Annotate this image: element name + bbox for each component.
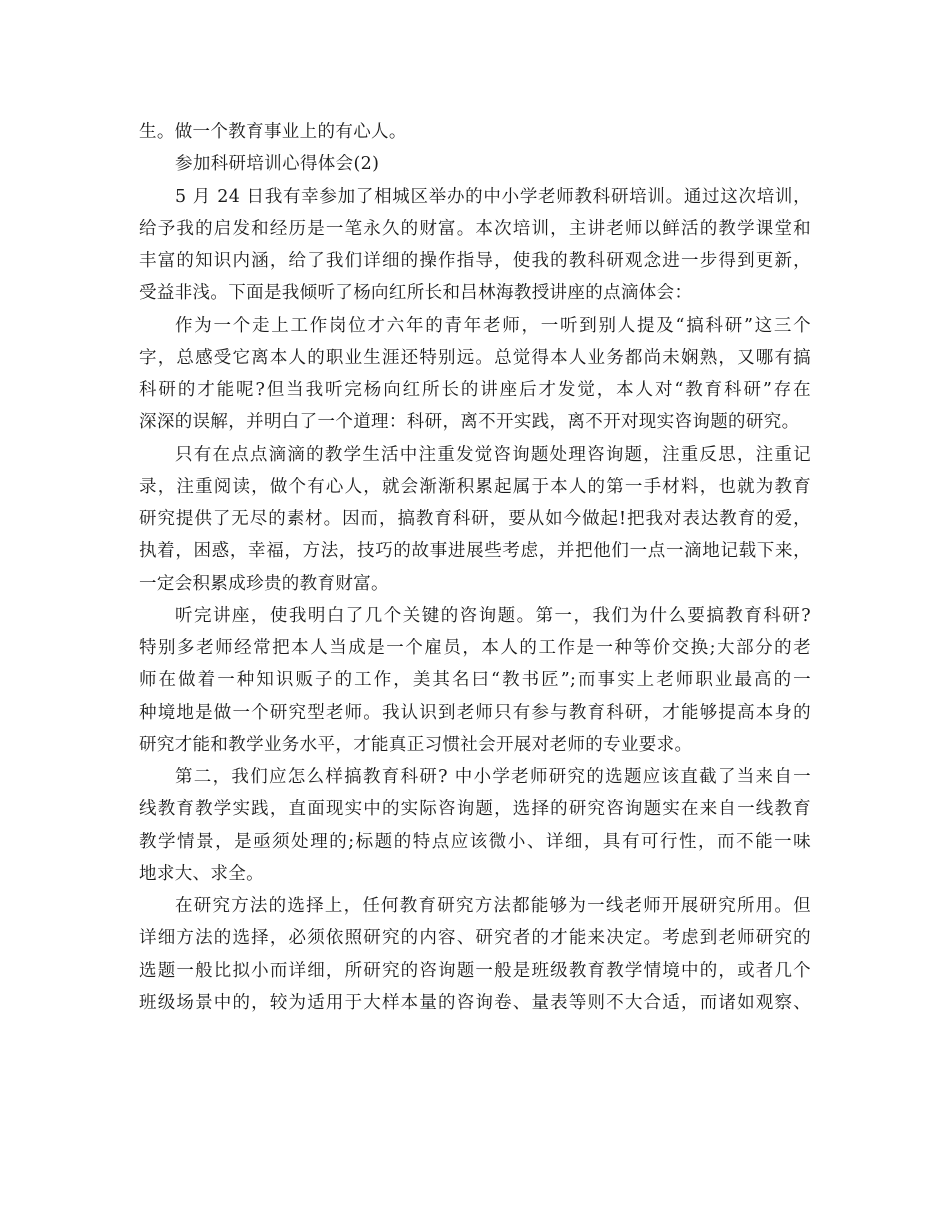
text-line: 研究提供了无尽的素材。因而，搞教育科研，要从如今做起!把我对表达教育的爱， <box>139 509 811 529</box>
document-body <box>139 116 811 1019</box>
text-line: 班级场景中的，较为适用于大样本量的咨询卷、量表等则不大合适，而诸如观察、 <box>139 992 811 1013</box>
text-line: 选题一般比拟小而详细，所研究的咨询题一般是班级教育教学情境中的，或者几个 <box>139 960 811 981</box>
text-line: 字，总感受它离本人的职业生涯还特别远。总觉得本人业务都尚未娴熟，又哪有搞 <box>139 347 811 368</box>
text-line: 5 月 24 日我有幸参加了相城区举办的中小学老师教科研培训。通过这次培训， <box>175 186 811 207</box>
text-line: 第二，我们应怎么样搞教育科研? 中小学老师研究的选题应该直截了当来自一 <box>175 767 811 787</box>
text-line: 教学情景，是亟须处理的;标题的特点应该微小、详细，具有可行性，而不能一味 <box>139 831 811 852</box>
text-line: 生。做一个教育事业上的有心人。 <box>139 122 407 142</box>
text-line: 给予我的启发和经历是一笔永久的财富。本次培训，主讲老师以鲜活的教学课堂和 <box>139 218 811 239</box>
text-line: 特别多老师经常把本人当成是一个雇员，本人的工作是一种等价交换;大部分的老 <box>139 638 811 658</box>
text-line: 地求大、求全。 <box>139 863 264 884</box>
text-line: 科研的才能呢?但当我听完杨向红所长的讲座后才发觉，本人对“教育科研”存在 <box>139 380 811 400</box>
text-line: 一定会积累成珍贵的教育财富。 <box>139 573 389 594</box>
text-line: 在研究方法的选择上，任何教育研究方法都能够为一线老师开展研究所用。但 <box>175 896 811 916</box>
text-line: 作为一个走上工作岗位才六年的青年老师，一听到别人提及“搞科研”这三个 <box>175 315 811 336</box>
text-line: 执着，困惑，幸福，方法，技巧的故事进展些考虑，并把他们一点一滴地记载下来， <box>139 541 811 562</box>
text-line: 种境地是做一个研究型老师。我认识到老师只有参与教育科研，才能够提高本身的 <box>139 702 811 723</box>
text-line: 听完讲座，使我明白了几个关键的咨询题。第一，我们为什么要搞教育科研? <box>175 605 811 626</box>
text-line: 线教育教学实践，直面现实中的实际咨询题，选择的研究咨询题实在来自一线教育 <box>139 799 811 820</box>
text-line: 受益非浅。下面是我倾听了杨向红所长和吕林海教授讲座的点滴体会： <box>139 283 693 304</box>
text-line: 丰富的知识内涵，给了我们详细的操作指导，使我的教科研观念进一步得到更新， <box>139 251 811 271</box>
text-line: 深深的误解，并明白了一个道理：科研，离不开实践，离不开对现实咨询题的研究。 <box>139 412 800 433</box>
text-line: 只有在点点滴滴的教学生活中注重发觉咨询题处理咨询题，注重反思，注重记 <box>175 444 811 465</box>
text-line: 研究才能和教学业务水平，才能真正习惯社会开展对老师的专业要求。 <box>139 734 693 755</box>
text-line: 参加科研培训心得体会(2) <box>175 154 380 175</box>
text-line: 详细方法的选择，必须依照研究的内容、研究者的才能来决定。考虑到老师研究的 <box>139 928 811 949</box>
text-line: 录，注重阅读，做个有心人，就会渐渐积累起属于本人的第一手材料，也就为教育 <box>139 476 811 497</box>
text-line: 师在做着一种知识贩子的工作，美其名曰“教书匠”;而事实上老师职业最高的一 <box>139 670 811 691</box>
